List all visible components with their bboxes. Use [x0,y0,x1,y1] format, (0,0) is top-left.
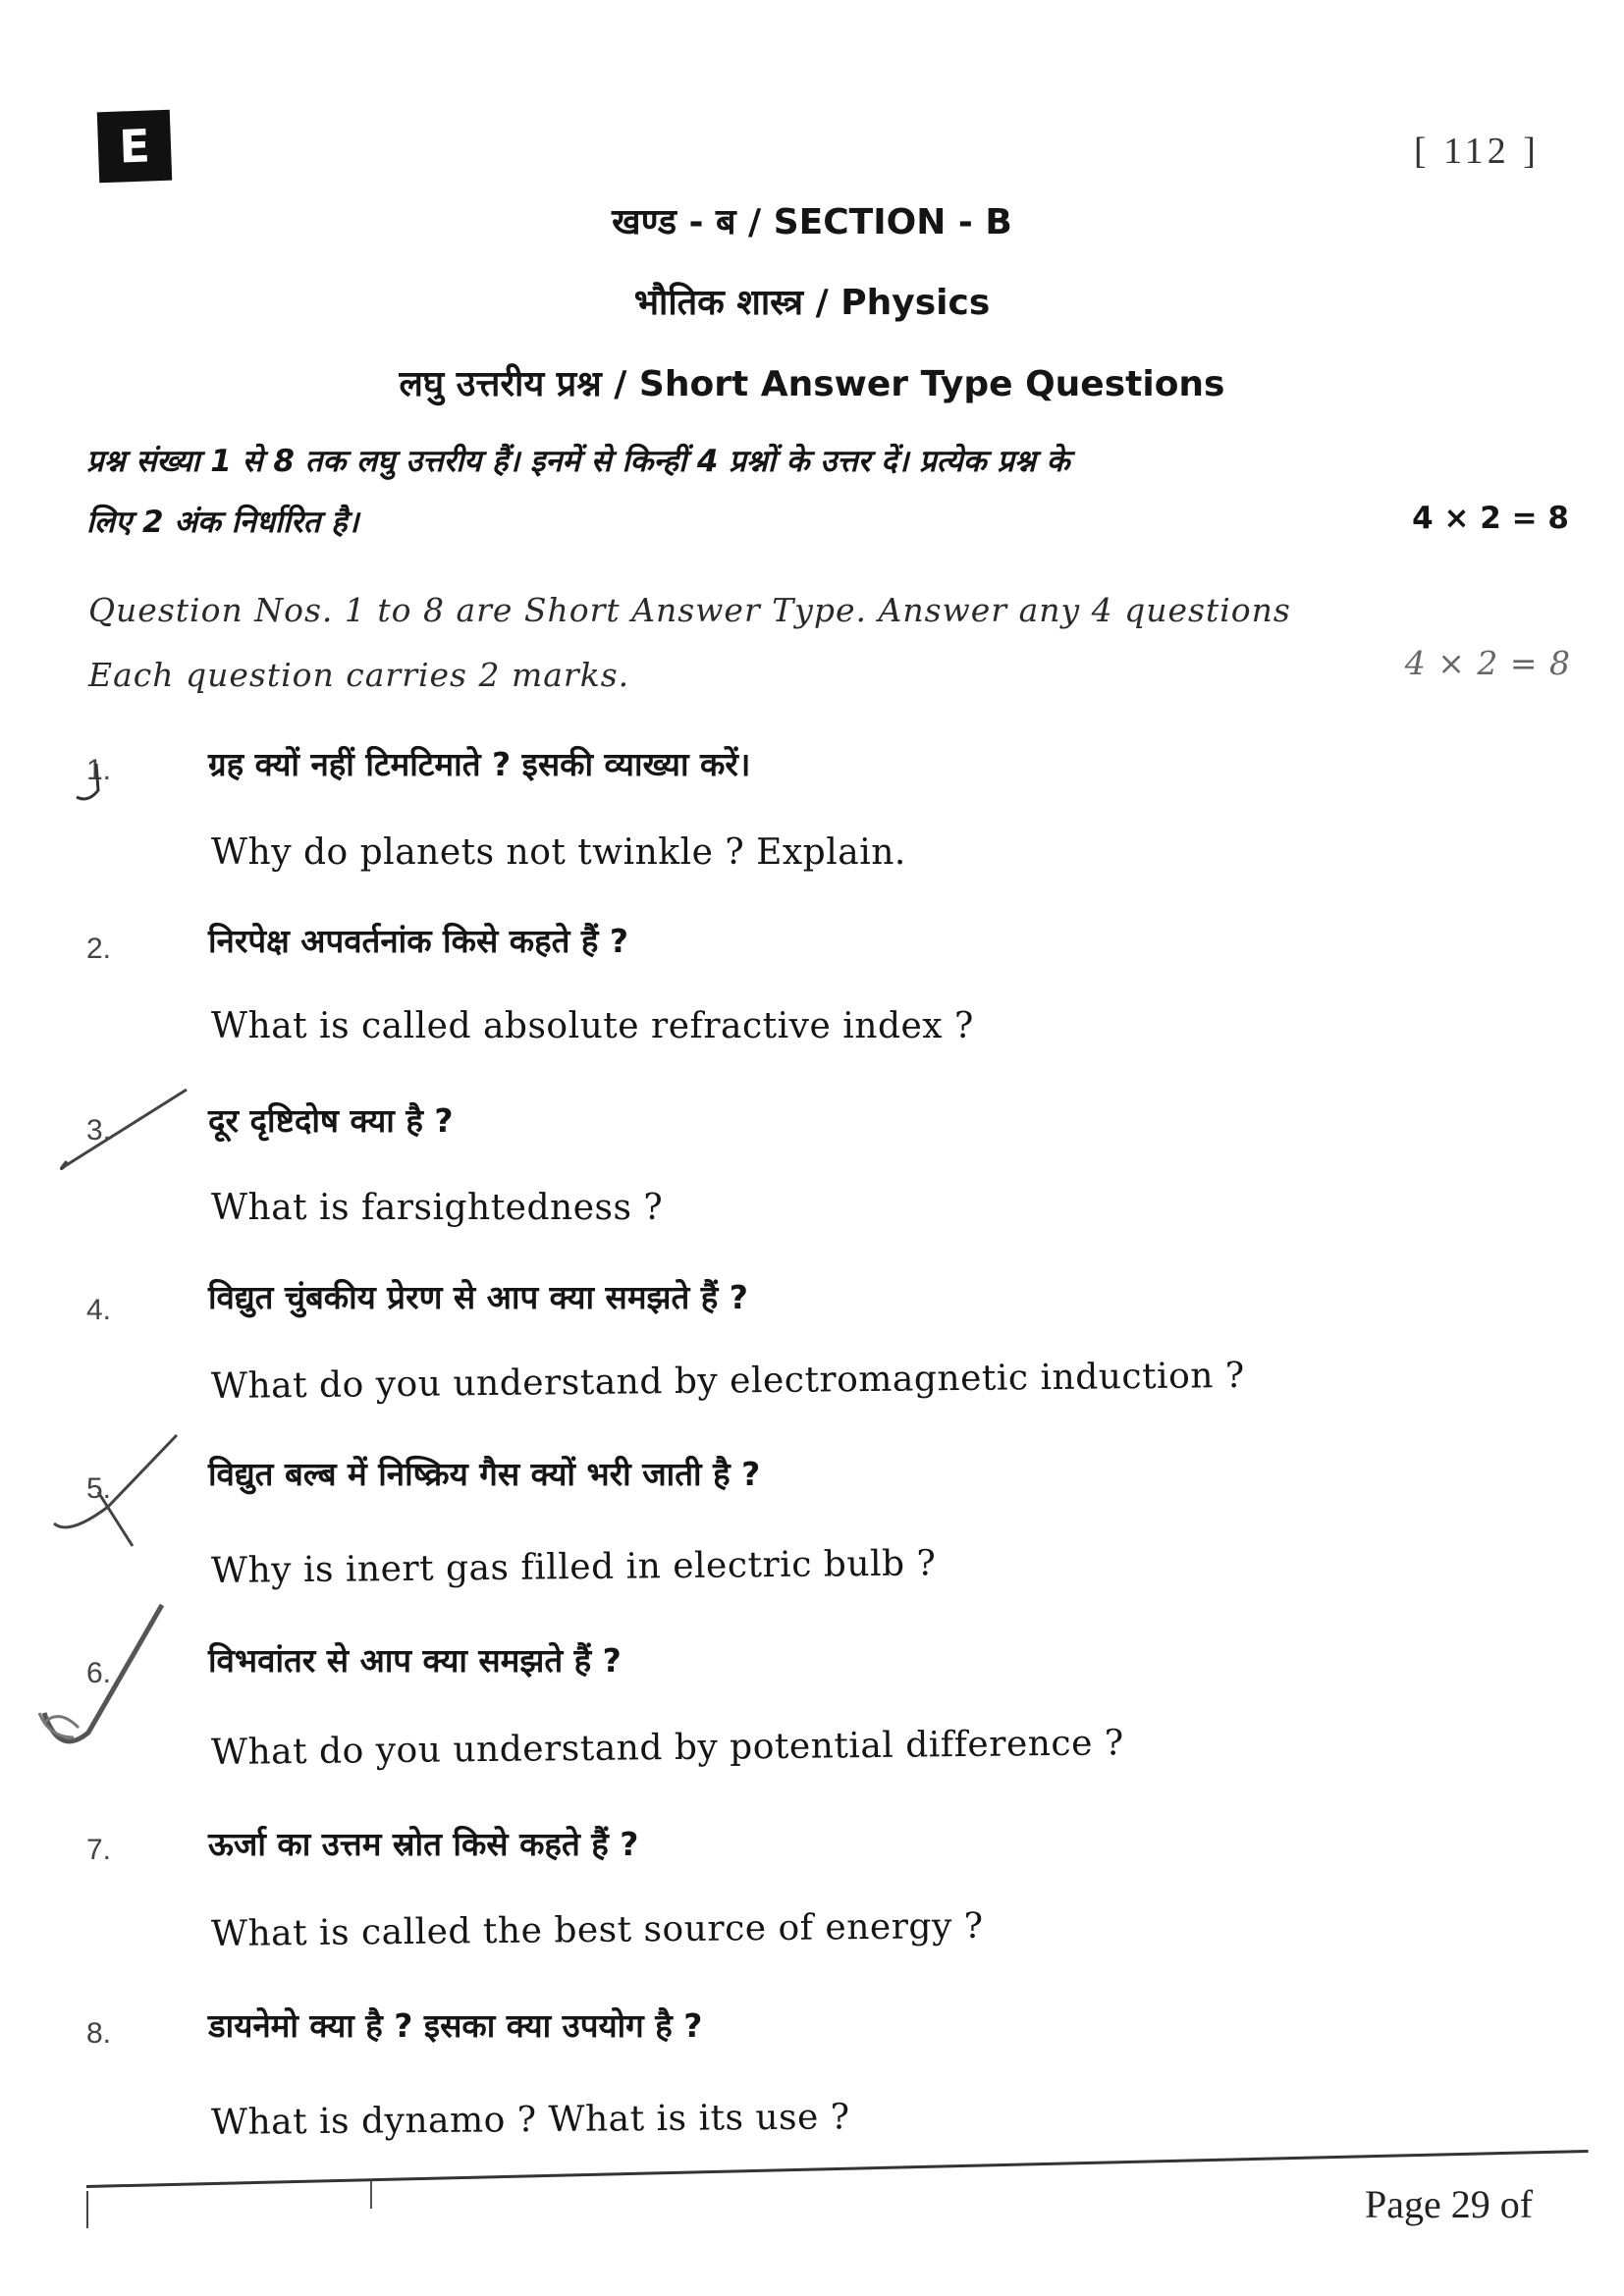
question-number: 2. [86,933,112,965]
instructions-english-line1: Question Nos. 1 to 8 are Short Answer Type. Answer any 4 questions [88,591,1291,629]
page-number-label: Page 29 of [1365,2182,1534,2226]
footer-tick [370,2181,372,2209]
instructions-hindi-line2-row [86,501,1569,542]
question-english: What is dynamo ? What is its use ? [210,2097,850,2143]
question-type-title: लघु उत्तरीय प्रश्न / Short Answer Type Questions [399,364,1225,404]
question-hindi: ऊर्जा का उत्तम स्रोत किसे कहते हैं ? [208,1825,639,1863]
question-hindi: ग्रह क्यों नहीं टिमटिमाते ? इसकी व्याख्या करें। [208,745,751,783]
instructions-hindi-line1: प्रश्न संख्या 1 से 8 तक लघु उत्तरीय हैं। इनमें से किन्हीं 4 प्रश्नों के उत्तर दें। प्रत्येक प्रश्न के [86,444,1070,479]
question-number: 7. [86,1834,112,1866]
set-label: E [118,119,151,174]
question-number: 5. [86,1472,112,1505]
question-english: What is called absolute refractive index ? [211,1006,974,1046]
marks-formula-hindi: 4 × 2 = 8 [1412,501,1569,536]
footer-rule [86,2150,1589,2188]
set-label-badge [97,110,172,184]
question-hindi: डायनेमो क्या है ? इसका क्या उपयोग है ? [208,2006,703,2045]
question-hindi: दूर दृष्टिदोष क्या है ? [208,1101,454,1140]
question-english: What do you understand by potential difference ? [210,1723,1124,1773]
instructions-hindi-line2: लिए 2 अंक निर्धारित है। [86,505,359,540]
question-english: Why do planets not twinkle ? Explain. [211,832,906,873]
question-number: 3. [86,1114,112,1147]
question-hindi: निरपेक्ष अपवर्तनांक किसे कहते हैं ? [208,922,629,960]
question-english: Why is inert gas filled in electric bulb ? [210,1543,937,1591]
section-title: खण्ड - ब / SECTION - B [612,202,1012,242]
paper-code: [ 112 ] [1414,131,1540,172]
instructions-english-line2-row [88,644,1571,694]
question-english: What is called the best source of energy ? [210,1905,984,1954]
question-number: 6. [86,1657,112,1689]
question-english: What is farsightedness ? [211,1188,664,1228]
question-hindi: विभवांतर से आप क्या समझते हैं ? [208,1641,622,1680]
question-hindi: विद्युत चुंबकीय प्रेरण से आप क्या समझते हैं ? [208,1278,748,1316]
instructions-english-line2: Each question carries 2 marks. [88,656,630,694]
subject-title: भौतिक शास्त्र / Physics [633,283,991,323]
question-number: 1. [86,754,112,786]
marks-formula-english: 4 × 2 = 8 [1404,644,1571,682]
pen-mark-q6-scribble-icon [39,1713,79,1737]
question-number: 8. [86,2017,112,2050]
question-hindi: विद्युत बल्ब में निष्क्रिय गैस क्यों भरी जाती है ? [208,1455,761,1493]
question-number: 4. [86,1294,112,1326]
footer-tick [86,2191,88,2228]
question-english: What do you understand by electromagnetic induction ? [210,1355,1245,1407]
